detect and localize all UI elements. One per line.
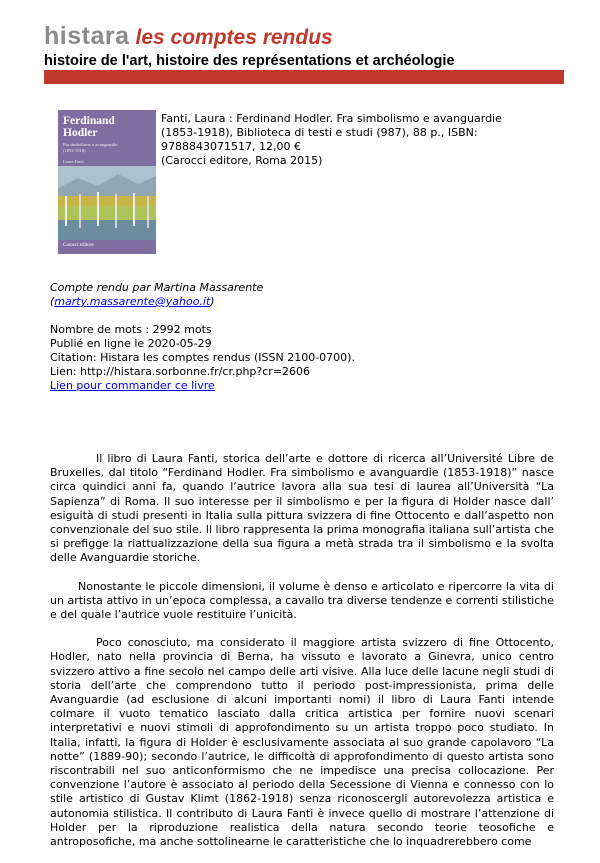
bibref-line: (1853-1918), Biblioteca di testi e studi (987), 88 p., ISBN: — [161, 126, 478, 139]
site-tagline: histoire de l'art, histoire des représentations et archéologie — [44, 53, 455, 69]
reviewer-email-line — [50, 295, 570, 309]
book-cover-image — [58, 110, 156, 254]
cover-title-line: Ferdinand — [63, 115, 115, 127]
header-divider-bar — [44, 70, 564, 84]
review-body — [50, 452, 554, 863]
publication-date: Publié en ligne le 2020-05-29 — [50, 337, 212, 350]
order-book-link[interactable]: Lien pour commander ce livre — [50, 379, 215, 392]
review-metadata — [50, 281, 570, 393]
bibref-line: (Carocci editore, Roma 2015) — [161, 154, 323, 167]
paragraph: Nonostante le piccole dimensioni, il volume è denso e articolato e ripercorre la vita di un artista attivo in un’epoca complessa, a cavallo tra diverse tendenze e correnti stilistiche e del quale l’autrice vuole restituire l’unicità. — [50, 579, 554, 622]
citation: Citation: Histara les comptes rendus (ISSN 2100-0700). — [50, 351, 355, 364]
bibliographic-reference — [161, 112, 561, 168]
review-byline: Compte rendu par Martina Massarente — [50, 281, 264, 294]
logo-brand: histara — [44, 22, 130, 50]
site-header — [44, 22, 564, 69]
word-count: Nombre de mots : 2992 mots — [50, 323, 212, 336]
logo-subtitle: les comptes rendus — [135, 26, 333, 49]
email-paren: ) — [210, 295, 215, 308]
cover-subtitle-line: Fra simbolismo e avanguardie — [63, 142, 118, 147]
cover-title-line: Hodler — [63, 127, 98, 139]
paragraph: Poco conosciuto, ma considerato il maggiore artista svizzero di fine Ottocento, Hodler, nato nella provincia di Berna, ha vissuto e lavorato a Ginevra, unico centro svizzero attivo a fine secolo nel campo delle arti visive. Alla luce delle lacune negli studi di storia dell’arte che comprendono tutto il periodo post-impressionista, prima delle Avanguardie (ad esclusione di alcuni importanti nomi) il libro di Laura Fanti intende colmare il vuoto tematico lasciato dalla critica artistica per fornire nuovi scenari interpretativi e nuovi stimoli di approfondimento su un artista troppo poco studiato. In Italia, infatti, la figura di Holder è esclusivamente associata al suo grande capolavoro “La notte” (1889-90); secondo l’autrice, le difficoltà di approfondimento di questo artista sono riscontrabili nel suo anticonformismo che ne impedisce una precisa collocazione. Per convenzione l’autore è associato al periodo della Secessione di Vienna e connesso con lo stile artistico di Gustav Klimt (1862-1918) senza riconoscergli autorevolezza artistica e autonomia stilistica. Il contributo di Laura Fanti è invece quello di mostrare l’attenzione di Holder per la riproduzione realistica della natura secondo teorie teosofiche e antroposofiche, ma anche sottolinearne le caratteristiche che lo inquadrerebbero come — [50, 636, 554, 849]
site-logo[interactable] — [44, 22, 564, 52]
bibref-line: Fanti, Laura : Ferdinand Hodler. Fra simbolismo e avanguardie — [161, 112, 502, 125]
cover-title — [63, 115, 115, 139]
email-paren: ( — [50, 295, 55, 308]
bibref-line: 9788843071517, 12,00 € — [161, 140, 301, 153]
reviewer-email-link[interactable]: marty.massarente@yahoo.it — [54, 295, 211, 308]
cover-subtitle-line: (1853-1918) — [63, 147, 86, 153]
cover-painting — [58, 166, 156, 240]
permalink: Lien: http://histara.sorbonne.fr/cr.php?cr=2606 — [50, 365, 311, 378]
cover-author: Laura Fanti — [63, 159, 84, 164]
cover-publisher: Carocci editore — [63, 243, 94, 248]
cover-subtitle — [63, 142, 151, 153]
paragraph: Il libro di Laura Fanti, storica dell’arte e dottore di ricerca all’Université Libre de Bruxelles, dal titolo “Ferdinand Hodler. Fra simbolismo e avanguardie (1853-1918)” nasce circa quindici anni fa, quando l’autrice lavora alla sua tesi di laurea all’Università “La Sapienza” di Roma. Il suo interesse per il simbolismo e per la figura di Holder nasce dall’ esiguità di studi presenti in Italia sulla pittura svizzera di fine Ottocento e dall’aspetto non convenzionale del suo stile. Il libro rappresenta la prima monografia italiana sull’artista che si prefigge la riattualizzazione della sua figura a metà strada tra il simbolismo e la svolta delle Avanguardie storiche. — [50, 452, 554, 565]
